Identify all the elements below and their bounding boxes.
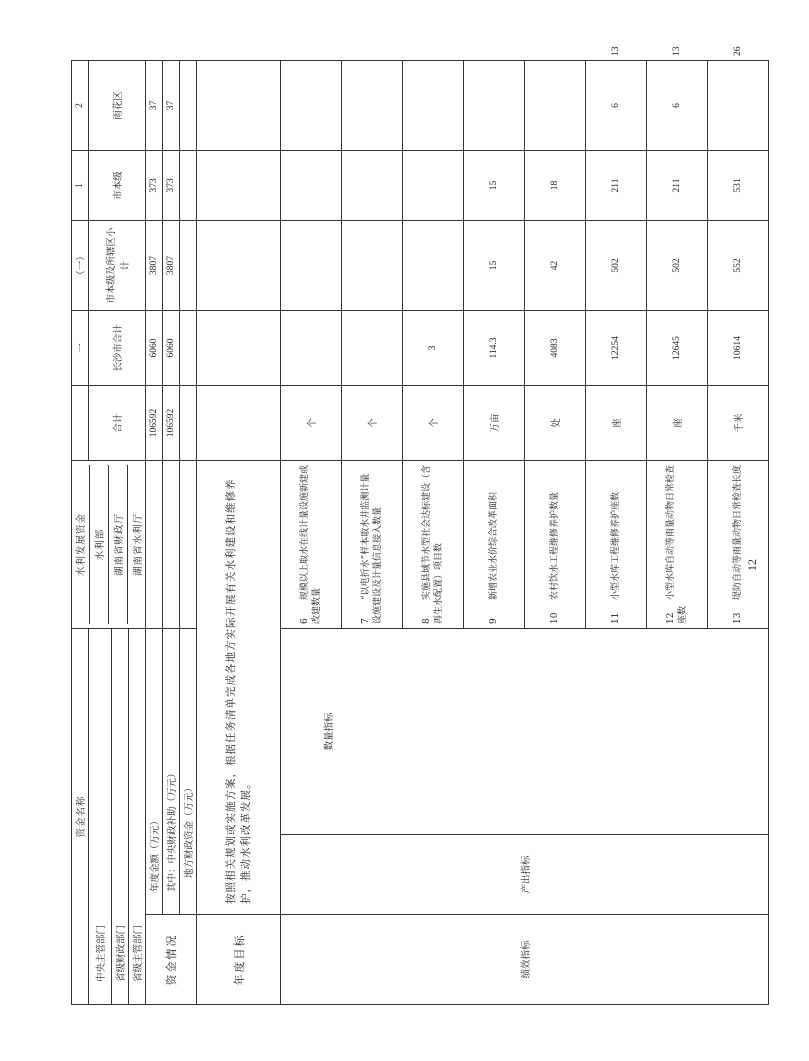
col-name: 长沙市合计 xyxy=(89,310,146,385)
indicator-text: 小型水库工程维修养护座数 xyxy=(611,491,621,600)
indicator-value: 552 xyxy=(708,220,769,310)
indicator-text: “以电折水”样本取水井监测计量设施建设及计量信息接入数量 xyxy=(361,473,383,624)
annual-value: 37 xyxy=(146,60,163,150)
fund-name xyxy=(72,460,146,628)
col-name: 雨花区 xyxy=(89,60,146,150)
annual-value: 106592 xyxy=(146,385,163,460)
goal-empty xyxy=(197,60,281,150)
fund-name-row xyxy=(72,60,89,1004)
indicator-no: 8 xyxy=(422,618,432,624)
fund-name-text: 水利发展资金 xyxy=(76,512,87,576)
annual-empty xyxy=(146,460,163,628)
local-label: 地方财政资金（万元） xyxy=(180,628,197,914)
indicator-no: 11 xyxy=(611,612,621,624)
indicator-no: 7 xyxy=(361,618,371,624)
indicator-name xyxy=(281,460,342,628)
indicator-name xyxy=(403,460,464,628)
indicator-unit: 处 xyxy=(525,385,586,460)
indicator-value xyxy=(342,60,403,150)
indicator-unit: 万亩 xyxy=(464,385,525,460)
indicator-unit: 座 xyxy=(647,385,708,460)
indicator-value: 6 xyxy=(586,60,647,150)
col-name: 市本级 xyxy=(89,150,146,220)
goal-text: 按照相关规划或实施方案，根据任务清单完成各地方实际开展有关水利建设和维修养护，推动水利改革发展。 xyxy=(197,460,281,914)
indicator-text: 规模以上取水在线计量设施新建或改建数量 xyxy=(300,464,322,624)
col-num xyxy=(72,385,89,460)
indicator-name xyxy=(647,460,708,628)
col-num: （一） xyxy=(72,220,89,310)
central-value: 106592 xyxy=(163,385,180,460)
indicator-value: 18 xyxy=(525,150,586,220)
indicator-value: 211 xyxy=(586,150,647,220)
indicator-text: 实施县域节水型社会达标建设（含再生水配置）项目数 xyxy=(422,464,444,624)
indicator-value: 15 xyxy=(464,150,525,220)
local-value xyxy=(180,60,197,150)
funding-central-row xyxy=(163,60,180,1004)
indicator-no: 6 xyxy=(300,618,310,624)
indicator-value xyxy=(342,220,403,310)
col-num: 1 xyxy=(72,150,89,220)
indicator-value: 12254 xyxy=(586,310,647,385)
indicator-value xyxy=(403,220,464,310)
indicator-value: 15 xyxy=(464,220,525,310)
indicator-no: 10 xyxy=(550,612,560,624)
indicator-row xyxy=(281,60,342,1004)
indicator-row: 12小型水库自动等雨量动物日常检查座数 座 12645 502 211 6 13 xyxy=(647,60,708,1004)
goal-empty xyxy=(197,385,281,460)
annual-value: 6060 xyxy=(146,310,163,385)
central-value: 3807 xyxy=(163,220,180,310)
col-name: 合计 xyxy=(89,385,146,460)
fund-name-label: 资金名称 xyxy=(72,628,89,1004)
indicator-value xyxy=(342,310,403,385)
indicator-value xyxy=(281,310,342,385)
indicator-value xyxy=(464,60,525,150)
funding-annual-row xyxy=(146,60,163,1004)
prov-admin-label: 省级主管部门 xyxy=(129,628,146,1004)
indicator-value xyxy=(281,150,342,220)
indicator-unit: 千米 xyxy=(708,385,769,460)
dept-value: 湖南省水利厅 xyxy=(127,465,144,624)
quantity-label: 数量指标 xyxy=(281,628,769,834)
indicator-no: 12 xyxy=(666,612,676,624)
goal-empty xyxy=(197,220,281,310)
goal-empty xyxy=(197,310,281,385)
indicator-value xyxy=(403,150,464,220)
indicator-value: 42 xyxy=(525,220,586,310)
indicator-name xyxy=(464,460,525,628)
indicator-value: 211 xyxy=(647,150,708,220)
central-value: 37 xyxy=(163,60,180,150)
local-value xyxy=(180,220,197,310)
central-value: 373 xyxy=(163,150,180,220)
indicator-name xyxy=(586,460,647,628)
indicator-text: 小型水库自动等雨量动物日常检查座数 xyxy=(666,464,688,624)
indicator-unit: 座 xyxy=(586,385,647,460)
rotated-page xyxy=(59,0,809,1061)
indicator-unit: 个 xyxy=(342,385,403,460)
indicator-value: 10614 xyxy=(708,310,769,385)
indicator-unit: 个 xyxy=(403,385,464,460)
indicator-text: 农村饮水工程维修养护数量 xyxy=(550,491,560,600)
col-num: 一 xyxy=(72,310,89,385)
page-number: 12 xyxy=(745,559,759,571)
dept-value: 水利部 xyxy=(89,465,106,624)
indicator-value xyxy=(525,60,586,150)
indicator-value xyxy=(281,60,342,150)
col-name: 市本级及所辖区小计 xyxy=(89,220,146,310)
goal-empty xyxy=(197,150,281,220)
central-label: 其中：中央财政补助（万元） xyxy=(163,628,180,914)
annual-value: 373 xyxy=(146,150,163,220)
dept-value: 湖南省财政厅 xyxy=(108,465,125,624)
indicator-unit: 个 xyxy=(281,385,342,460)
col-num: 2 xyxy=(72,60,89,150)
indicator-value: 6 xyxy=(647,60,708,150)
indicator-name xyxy=(342,460,403,628)
local-value xyxy=(180,310,197,385)
prov-finance-label: 省级财政部门 xyxy=(112,628,129,1004)
goal-row xyxy=(197,60,281,1004)
indicator-text: 新增农业水价综合改革面积 xyxy=(489,491,499,600)
indicator-value: 4083 xyxy=(525,310,586,385)
indicator-no: 13 xyxy=(733,612,743,624)
indicator-row: 11小型水库工程维修养护座数 座 12254 502 211 6 13 xyxy=(586,60,647,1004)
indicator-value xyxy=(281,220,342,310)
local-value xyxy=(180,385,197,460)
funding-section-label: 资金情况 xyxy=(146,915,197,1005)
perf-section-label: 绩效指标 xyxy=(281,915,769,1005)
indicator-value xyxy=(708,60,769,150)
central-value: 6060 xyxy=(163,310,180,385)
indicator-value: 12645 xyxy=(647,310,708,385)
indicator-no: 9 xyxy=(489,618,499,624)
indicator-value: 114.3 xyxy=(464,310,525,385)
central-empty xyxy=(163,460,180,628)
performance-table xyxy=(71,46,769,1005)
funding-local-row xyxy=(180,60,197,1004)
output-label: 产出指标 xyxy=(281,835,769,915)
indicator-value: 531 xyxy=(708,150,769,220)
indicator-name xyxy=(525,460,586,628)
annual-value: 3807 xyxy=(146,220,163,310)
central-dept-label: 中央主管部门 xyxy=(89,628,112,1004)
indicator-value: 502 xyxy=(647,220,708,310)
indicator-value: 3 xyxy=(403,310,464,385)
goal-section-label: 年度目标 xyxy=(197,915,281,1005)
local-value xyxy=(180,150,197,220)
indicator-value xyxy=(403,60,464,150)
indicator-name xyxy=(708,460,769,628)
annual-label: 年度金额（万元） xyxy=(146,628,163,914)
indicator-text: 堤防自动等雨量动物日常检查长度 xyxy=(733,464,743,600)
indicator-row: 13堤防自动等雨量动物日常检查长度 千米 10614 552 531 26 xyxy=(708,60,769,1004)
local-empty xyxy=(180,460,197,628)
indicator-value xyxy=(342,150,403,220)
indicator-value: 502 xyxy=(586,220,647,310)
